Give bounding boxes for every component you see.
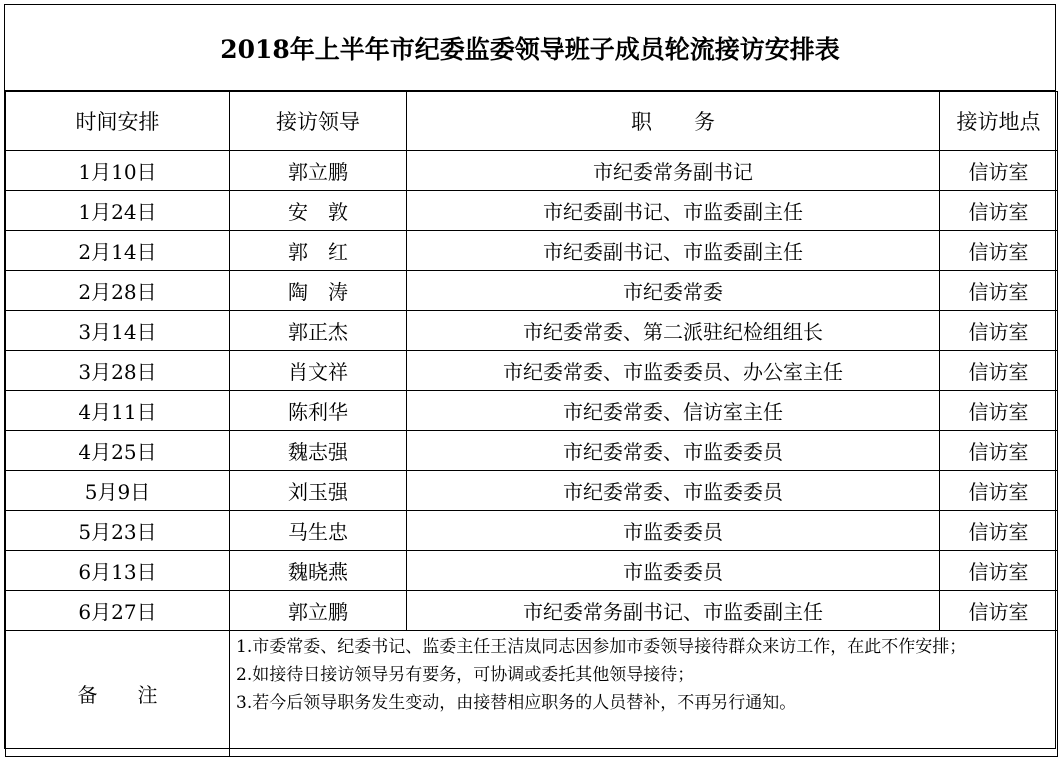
cell-date: 3月14日 (6, 311, 230, 351)
note-line: 3.若今后领导职务发生变动，由接替相应职务的人员替补，不再另行通知。 (236, 693, 797, 713)
cell-position: 市纪委常务副书记、市监委副主任 (407, 591, 940, 631)
cell-position: 市纪委常委、信访室主任 (407, 391, 940, 431)
header-place: 接访地点 (940, 92, 1058, 151)
table-row (6, 351, 1058, 391)
note-line: 1.市委常委、纪委书记、监委主任王洁岚同志因参加市委领导接待群众来访工作，在此不作安排； (236, 637, 967, 657)
table-row (6, 391, 1058, 431)
cell-date: 1月24日 (6, 191, 230, 231)
notes-row (6, 631, 1058, 757)
page-title: 2018年上半年市纪委监委领导班子成员轮流接访安排表 (5, 5, 1055, 91)
cell-place: 信访室 (940, 431, 1058, 471)
cell-place: 信访室 (940, 391, 1058, 431)
cell-date: 2月14日 (6, 231, 230, 271)
cell-position: 市纪委副书记、市监委副主任 (407, 231, 940, 271)
table-row (6, 231, 1058, 271)
cell-leader: 陈利华 (230, 391, 407, 431)
header-date: 时间安排 (6, 92, 230, 151)
cell-leader: 郭 红 (230, 231, 407, 271)
cell-leader: 安 敦 (230, 191, 407, 231)
cell-position: 市监委委员 (407, 511, 940, 551)
cell-date: 3月28日 (6, 351, 230, 391)
table-row (6, 551, 1058, 591)
cell-leader: 刘玉强 (230, 471, 407, 511)
cell-date: 6月27日 (6, 591, 230, 631)
cell-place: 信访室 (940, 191, 1058, 231)
cell-date: 4月11日 (6, 391, 230, 431)
table-row (6, 311, 1058, 351)
cell-position: 市纪委常务副书记 (407, 151, 940, 191)
cell-date: 1月10日 (6, 151, 230, 191)
cell-place: 信访室 (940, 471, 1058, 511)
note-line: 2.如接待日接访领导另有要务，可协调或委托其他领导接待； (236, 665, 695, 685)
table-header-row (6, 92, 1058, 151)
header-position: 职 务 (407, 92, 940, 151)
cell-date: 5月23日 (6, 511, 230, 551)
table-row (6, 151, 1058, 191)
header-leader: 接访领导 (230, 92, 407, 151)
schedule-table (5, 91, 1058, 757)
cell-place: 信访室 (940, 311, 1058, 351)
cell-place: 信访室 (940, 551, 1058, 591)
cell-place: 信访室 (940, 591, 1058, 631)
cell-leader: 马生忠 (230, 511, 407, 551)
cell-leader: 魏晓燕 (230, 551, 407, 591)
cell-leader: 郭立鹏 (230, 591, 407, 631)
cell-date: 4月25日 (6, 431, 230, 471)
cell-date: 2月28日 (6, 271, 230, 311)
cell-position: 市监委委员 (407, 551, 940, 591)
table-row (6, 591, 1058, 631)
table-row (6, 511, 1058, 551)
cell-date: 5月9日 (6, 471, 230, 511)
cell-position: 市纪委常委、市监委委员 (407, 431, 940, 471)
cell-leader: 魏志强 (230, 431, 407, 471)
table-row (6, 431, 1058, 471)
cell-position: 市纪委副书记、市监委副主任 (407, 191, 940, 231)
table-row (6, 471, 1058, 511)
cell-leader: 郭立鹏 (230, 151, 407, 191)
cell-place: 信访室 (940, 511, 1058, 551)
cell-position: 市纪委常委、市监委委员 (407, 471, 940, 511)
table-row (6, 191, 1058, 231)
cell-position: 市纪委常委 (407, 271, 940, 311)
cell-place: 信访室 (940, 231, 1058, 271)
cell-position: 市纪委常委、市监委委员、办公室主任 (407, 351, 940, 391)
notes-content (230, 631, 1058, 757)
cell-leader: 肖文祥 (230, 351, 407, 391)
cell-place: 信访室 (940, 351, 1058, 391)
cell-leader: 陶 涛 (230, 271, 407, 311)
cell-leader: 郭正杰 (230, 311, 407, 351)
cell-date: 6月13日 (6, 551, 230, 591)
cell-place: 信访室 (940, 151, 1058, 191)
notes-label: 备 注 (6, 631, 230, 757)
cell-place: 信访室 (940, 271, 1058, 311)
table-row (6, 271, 1058, 311)
schedule-sheet (4, 4, 1056, 749)
cell-position: 市纪委常委、第二派驻纪检组组长 (407, 311, 940, 351)
